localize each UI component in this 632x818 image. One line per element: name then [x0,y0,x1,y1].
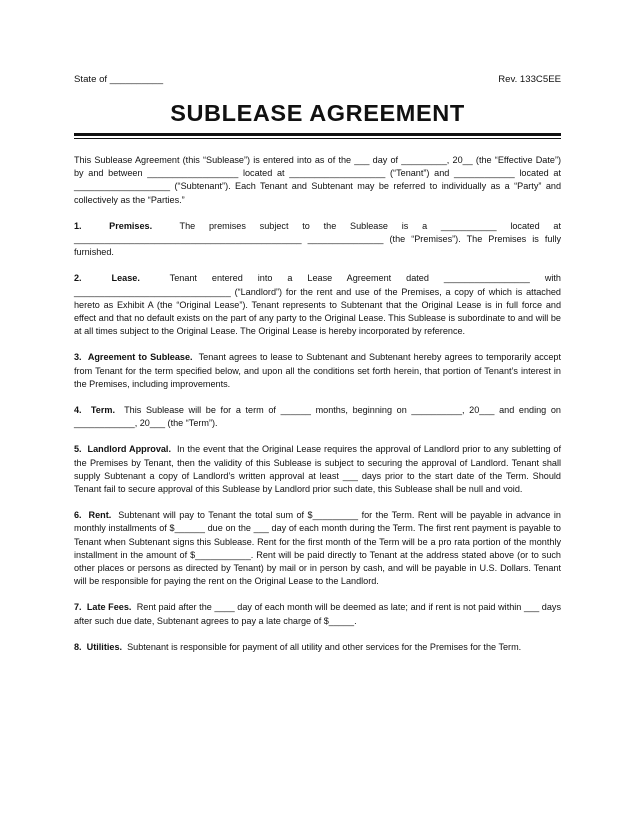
section-agreement-to-sublease [74,351,561,391]
section-text: Tenant entered into a Lease Agreement dated _________________ with _______________________________ (“Landlord”) for the rent and use of the Premises, a copy of which is attached hereto as Exhibit A (the “Original Lease”). Tenant represents to Subtenant that the Original Lease is in full force and effect and that no default exists on the part of any party to the Original Lease. This Sublease is subordinate to and will be at all times subject to the Original Lease. The Original Lease is hereby incorporated by reference. [74,273,561,337]
section-heading: Late Fees. [86,602,132,613]
section-term [74,404,561,430]
section-text: This Sublease will be for a term of ______ months, beginning on __________, 20___ and ending on ____________, 20___ (the “Term”). [74,405,561,429]
section-heading: Utilities. [86,641,123,652]
title-rule-thin [74,138,561,139]
section-text: Tenant agrees to lease to Subtenant and Subtenant hereby agrees to temporarily accept from Tenant for the term specified below, and upon all the conditions set forth herein, that portion of Tenant’s interest in the Premises, including improvements. [74,352,561,389]
section-heading: Lease. [111,273,140,284]
title-rule-thick [74,133,561,136]
section-heading: Rent. [88,510,112,521]
intro-paragraph: This Sublease Agreement (this “Sublease”) is entered into as of the ___ day of _________, 20__ (the “Effective Date”) by and between __________________ located at ___________________ (“Tenant”) and ____________ located at ___________________ (“Subtenant”). Each Tenant and Subtenant may be referred to individually as a “Party” and collectively as the “Parties.” [74,155,561,205]
section-heading: Landlord Approval. [87,444,171,455]
section-text: In the event that the Original Lease requires the approval of Landlord prior to any subletting of the Premises by Tenant, then the validity of this Sublease is subject to securing the approval of Landlord. Tenant shall supply Subtenant a copy of Landlord’s written approval at least ___ days prior to the start date of the Term. Should Tenant fail to secure approval of this Sublease by Landlord prior such date, this Sublease shall be null and void. [74,444,562,495]
state-field: State of __________ [74,74,164,85]
section-number: 5. [74,444,82,455]
section-number: 6. [74,510,82,521]
section-number: 7. [74,602,82,613]
section-number: 8. [74,641,82,652]
section-text: Rent paid after the ____ day of each month will be deemed as late; and if rent is not paid within ___ days after such due date, Subtenant agrees to pay a late charge of $_____. [74,602,561,626]
section-text: Subtenant will pay to Tenant the total sum of $_________ for the Term. Rent will be payable in advance in monthly installments of $______ due on the ___ day of each month during the Term. The first rent payment is payable to Tenant when Subtenant signs this Sublease. Rent for the first month of the Term will be a pro rata portion of the monthly installment in the amount of $___________. Rent will be paid directly to Tenant at the address stated above (or to such other places or persons as directed by Tenant) by mail or in person by cash, and will be payable in U.S. Dollars. Tenant will be responsible for paying the rent on the Original Lease to the Landlord. [74,510,561,587]
section-heading: Agreement to Sublease. [87,352,193,363]
section-number: 1. [74,220,82,231]
section-heading: Premises. [109,220,153,231]
section-utilities [74,641,561,654]
section-premises [74,220,561,260]
revision-label: Rev. 133C5EE [498,74,561,85]
section-number: 3. [74,352,82,363]
section-number: 2. [74,273,82,284]
section-rent [74,509,561,588]
section-lease [74,272,561,338]
section-heading: Term. [90,405,115,416]
document-title: SUBLEASE AGREEMENT [170,100,465,126]
section-text: Subtenant is responsible for payment of all utility and other services for the Premises for the Term. [127,641,522,652]
section-number: 4. [74,405,82,416]
section-late-fees [74,601,561,627]
header-row [74,74,561,86]
section-text: The premises subject to the Sublease is a ___________ located at _____________________________________________ _______________ (the “Premises”). The Premises is fully furnished. [74,220,562,258]
section-landlord-approval [74,443,561,496]
